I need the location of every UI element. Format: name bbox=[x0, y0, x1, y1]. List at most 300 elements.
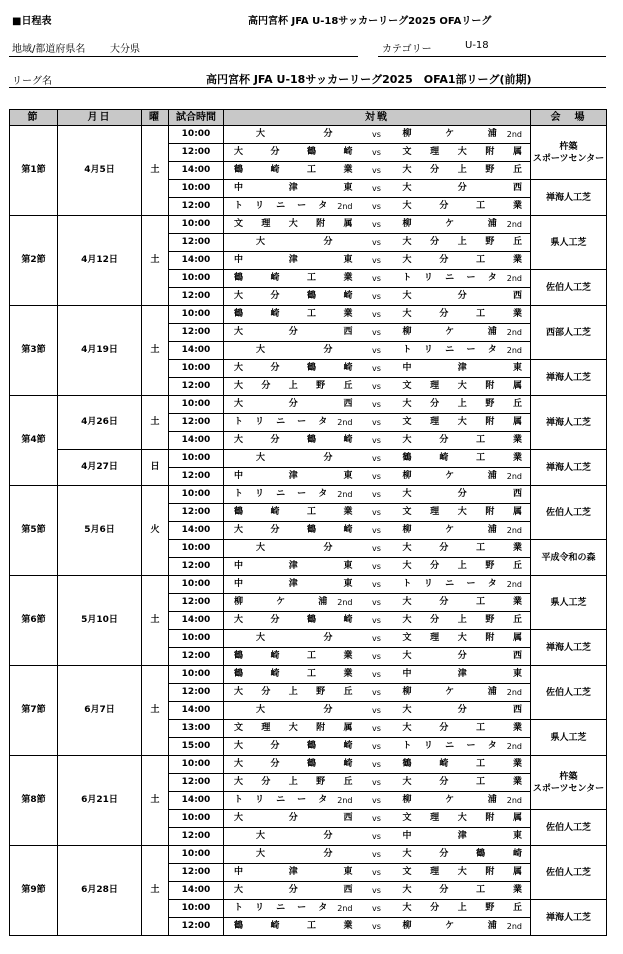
away-team-text: 大 分 工 業 bbox=[402, 885, 522, 895]
away-team bbox=[393, 342, 531, 360]
round-cell: 第6節 bbox=[10, 576, 58, 666]
home-team bbox=[224, 306, 361, 324]
home-team-text: 大 分 bbox=[256, 345, 333, 355]
doc-label: ■日程表 bbox=[12, 16, 52, 27]
away-team bbox=[393, 702, 531, 720]
vs-label: vs bbox=[361, 900, 393, 918]
home-team-text: ト リ ニ ー タ 2nd bbox=[234, 489, 353, 499]
vs-label: vs bbox=[361, 792, 393, 810]
home-team bbox=[224, 162, 361, 180]
home-team-text: 中 津 東 bbox=[234, 471, 353, 481]
away-team bbox=[393, 774, 531, 792]
venue-name: 禅海人工芝 bbox=[546, 417, 592, 428]
category-value: U-18 bbox=[465, 40, 489, 51]
vs-label: vs bbox=[361, 558, 393, 576]
home-team bbox=[224, 288, 361, 306]
home-team-text: 中 津 東 bbox=[234, 579, 353, 589]
vs-label: vs bbox=[361, 846, 393, 864]
vs-label: vs bbox=[361, 234, 393, 252]
table-row bbox=[10, 450, 607, 468]
time-cell: 12:00 bbox=[169, 558, 224, 576]
away-team bbox=[393, 432, 531, 450]
away-team-text: 大 分 上 野 丘 bbox=[402, 399, 523, 409]
vs-label: vs bbox=[361, 684, 393, 702]
time-cell: 12:00 bbox=[169, 774, 224, 792]
away-team bbox=[393, 630, 531, 648]
away-team-text: 中 津 東 bbox=[402, 363, 523, 373]
away-team bbox=[393, 504, 531, 522]
vs-label: vs bbox=[361, 882, 393, 900]
weekday-cell: 土 bbox=[142, 846, 169, 936]
home-team bbox=[224, 756, 361, 774]
date-cell: 4月12日 bbox=[58, 216, 142, 306]
home-team-text: 鶴 崎 工 業 bbox=[234, 165, 353, 175]
away-team-text: 文 理 大 附 属 bbox=[402, 633, 523, 643]
venue-cell bbox=[531, 360, 607, 396]
away-team bbox=[393, 810, 531, 828]
time-cell: 14:00 bbox=[169, 882, 224, 900]
away-team-text: 大 分 上 野 丘 bbox=[402, 903, 523, 913]
home-team bbox=[224, 612, 361, 630]
round-cell: 第8節 bbox=[10, 756, 58, 846]
away-team-text: 大 分 工 業 bbox=[402, 435, 522, 445]
away-team-text: ト リ ニ ー タ 2nd bbox=[402, 579, 523, 589]
away-team-text: 大 分 鶴 崎 bbox=[402, 849, 522, 859]
home-team bbox=[224, 198, 361, 216]
away-team-text: 大 分 工 業 bbox=[402, 255, 522, 265]
venue-name: 西部人工芝 bbox=[546, 327, 592, 338]
venue-name: 佐伯人工芝 bbox=[546, 687, 592, 698]
away-team bbox=[393, 648, 531, 666]
col-date: 月日 bbox=[58, 110, 142, 126]
away-team-text: 大 分 工 業 bbox=[402, 723, 522, 733]
schedule-table bbox=[9, 109, 607, 936]
home-team-text: 大 分 bbox=[256, 849, 333, 859]
date-cell: 4月27日 bbox=[58, 450, 142, 486]
league-label: リーグ名 bbox=[12, 76, 52, 87]
home-team bbox=[224, 252, 361, 270]
away-team bbox=[393, 252, 531, 270]
round-cell: 第4節 bbox=[10, 396, 58, 486]
venue-cell bbox=[531, 720, 607, 756]
away-team bbox=[393, 522, 531, 540]
away-team bbox=[393, 918, 531, 936]
time-cell: 10:00 bbox=[169, 450, 224, 468]
home-team bbox=[224, 324, 361, 342]
time-cell: 10:00 bbox=[169, 540, 224, 558]
home-team bbox=[224, 342, 361, 360]
time-cell: 12:00 bbox=[169, 684, 224, 702]
away-team bbox=[393, 846, 531, 864]
home-team-text: 文 理 大 附 属 bbox=[234, 219, 353, 229]
vs-label: vs bbox=[361, 216, 393, 234]
vs-label: vs bbox=[361, 126, 393, 144]
time-cell: 12:00 bbox=[169, 378, 224, 396]
home-team-text: 鶴 崎 工 業 bbox=[234, 669, 353, 679]
table-row bbox=[10, 666, 607, 684]
venue-cell bbox=[531, 396, 607, 450]
time-cell: 12:00 bbox=[169, 918, 224, 936]
vs-label: vs bbox=[361, 162, 393, 180]
vs-label: vs bbox=[361, 630, 393, 648]
venue-cell bbox=[531, 126, 607, 180]
vs-label: vs bbox=[361, 252, 393, 270]
away-team bbox=[393, 684, 531, 702]
vs-label: vs bbox=[361, 414, 393, 432]
vs-label: vs bbox=[361, 504, 393, 522]
home-team bbox=[224, 738, 361, 756]
home-team bbox=[224, 270, 361, 288]
home-team bbox=[224, 810, 361, 828]
away-team bbox=[393, 288, 531, 306]
time-cell: 12:00 bbox=[169, 234, 224, 252]
home-team bbox=[224, 648, 361, 666]
home-team-text: 大 分 西 bbox=[234, 327, 353, 337]
category-underline bbox=[378, 56, 606, 57]
away-team-text: ト リ ニ ー タ 2nd bbox=[402, 345, 523, 355]
away-team-text: 大 分 上 野 丘 bbox=[402, 165, 523, 175]
home-team-text: ト リ ニ ー タ 2nd bbox=[234, 201, 353, 211]
home-team bbox=[224, 720, 361, 738]
home-team-text: 大 分 鶴 崎 bbox=[234, 759, 353, 769]
home-team bbox=[224, 522, 361, 540]
weekday-cell: 土 bbox=[142, 576, 169, 666]
venue-name: 佐伯人工芝 bbox=[546, 282, 592, 293]
time-cell: 14:00 bbox=[169, 342, 224, 360]
date-cell: 4月26日 bbox=[58, 396, 142, 450]
vs-label: vs bbox=[361, 198, 393, 216]
venue-cell bbox=[531, 900, 607, 936]
home-team-text: 大 分 西 bbox=[234, 813, 353, 823]
away-team bbox=[393, 486, 531, 504]
home-team bbox=[224, 450, 361, 468]
col-time: 試合時間 bbox=[169, 110, 224, 126]
home-team-text: 鶴 崎 工 業 bbox=[234, 309, 353, 319]
time-cell: 14:00 bbox=[169, 702, 224, 720]
time-cell: 10:00 bbox=[169, 900, 224, 918]
time-cell: 12:00 bbox=[169, 288, 224, 306]
home-team bbox=[224, 216, 361, 234]
venue-cell bbox=[531, 450, 607, 486]
away-team-text: 大 分 西 bbox=[402, 291, 523, 301]
away-team-text: 中 津 東 bbox=[402, 669, 523, 679]
region-label: 地域/都道府県名 bbox=[12, 44, 86, 55]
home-team-text: 鶴 崎 工 業 bbox=[234, 507, 353, 517]
date-cell: 6月21日 bbox=[58, 756, 142, 846]
away-team-text: 大 分 工 業 bbox=[402, 597, 522, 607]
home-team bbox=[224, 630, 361, 648]
home-team-text: 大 分 bbox=[256, 543, 333, 553]
time-cell: 10:00 bbox=[169, 486, 224, 504]
vs-label: vs bbox=[361, 468, 393, 486]
time-cell: 10:00 bbox=[169, 126, 224, 144]
away-team bbox=[393, 576, 531, 594]
time-cell: 12:00 bbox=[169, 594, 224, 612]
home-team-text: 中 津 東 bbox=[234, 561, 353, 571]
away-team-text: 大 分 工 業 bbox=[402, 543, 522, 553]
away-team-text: 柳 ケ 浦 2nd bbox=[402, 129, 523, 139]
venue-name: 県人工芝 bbox=[550, 237, 587, 248]
round-cell: 第2節 bbox=[10, 216, 58, 306]
away-team-text: 文 理 大 附 属 bbox=[402, 381, 523, 391]
away-team-text: 大 分 工 業 bbox=[402, 309, 522, 319]
time-cell: 15:00 bbox=[169, 738, 224, 756]
home-team-text: 大 分 西 bbox=[234, 885, 353, 895]
time-cell: 13:00 bbox=[169, 720, 224, 738]
time-cell: 10:00 bbox=[169, 666, 224, 684]
home-team bbox=[224, 540, 361, 558]
home-team bbox=[224, 360, 361, 378]
away-team bbox=[393, 414, 531, 432]
home-team bbox=[224, 558, 361, 576]
home-team bbox=[224, 594, 361, 612]
round-cell: 第5節 bbox=[10, 486, 58, 576]
vs-label: vs bbox=[361, 702, 393, 720]
round-cell: 第9節 bbox=[10, 846, 58, 936]
vs-label: vs bbox=[361, 738, 393, 756]
away-team bbox=[393, 396, 531, 414]
home-team-text: 大 分 西 bbox=[234, 399, 353, 409]
away-team-text: ト リ ニ ー タ 2nd bbox=[402, 741, 523, 751]
away-team-text: 大 分 工 業 bbox=[402, 201, 522, 211]
table-row bbox=[10, 396, 607, 414]
away-team bbox=[393, 720, 531, 738]
home-team-text: 中 津 東 bbox=[234, 255, 353, 265]
away-team-text: 鶴 崎 工 業 bbox=[402, 453, 522, 463]
time-cell: 10:00 bbox=[169, 216, 224, 234]
away-team-text: 柳 ケ 浦 2nd bbox=[402, 795, 523, 805]
vs-label: vs bbox=[361, 342, 393, 360]
table-row bbox=[10, 576, 607, 594]
home-team-text: ト リ ニ ー タ 2nd bbox=[234, 795, 353, 805]
date-cell: 5月6日 bbox=[58, 486, 142, 576]
away-team-text: 柳 ケ 浦 2nd bbox=[402, 219, 523, 229]
home-team bbox=[224, 846, 361, 864]
weekday-cell: 土 bbox=[142, 396, 169, 450]
home-team-text: ト リ ニ ー タ 2nd bbox=[234, 903, 353, 913]
home-team bbox=[224, 234, 361, 252]
venue-cell bbox=[531, 666, 607, 720]
away-team bbox=[393, 540, 531, 558]
venue-name: 平成令和の森 bbox=[541, 552, 596, 563]
home-team-text: 大 分 鶴 崎 bbox=[234, 291, 353, 301]
home-team bbox=[224, 882, 361, 900]
weekday-cell: 土 bbox=[142, 306, 169, 396]
home-team bbox=[224, 468, 361, 486]
away-team bbox=[393, 306, 531, 324]
time-cell: 12:00 bbox=[169, 648, 224, 666]
home-team-text: 大 分 鶴 崎 bbox=[234, 615, 353, 625]
away-team bbox=[393, 468, 531, 486]
away-team bbox=[393, 612, 531, 630]
date-cell: 6月7日 bbox=[58, 666, 142, 756]
home-team bbox=[224, 792, 361, 810]
home-team bbox=[224, 666, 361, 684]
away-team-text: 文 理 大 附 属 bbox=[402, 813, 523, 823]
time-cell: 10:00 bbox=[169, 270, 224, 288]
home-team-text: 鶴 崎 工 業 bbox=[234, 651, 353, 661]
venue-cell bbox=[531, 810, 607, 846]
venue-name: 禅海人工芝 bbox=[546, 462, 592, 473]
vs-label: vs bbox=[361, 180, 393, 198]
time-cell: 12:00 bbox=[169, 504, 224, 522]
away-team bbox=[393, 792, 531, 810]
away-team-text: 文 理 大 附 属 bbox=[402, 147, 523, 157]
home-team-text: 中 津 東 bbox=[234, 183, 353, 193]
away-team-text: 大 分 西 bbox=[402, 183, 523, 193]
date-cell: 4月19日 bbox=[58, 306, 142, 396]
time-cell: 14:00 bbox=[169, 432, 224, 450]
col-day: 曜 bbox=[142, 110, 169, 126]
table-row bbox=[10, 846, 607, 864]
venue-name: 禅海人工芝 bbox=[546, 642, 592, 653]
home-team-text: 中 津 東 bbox=[234, 867, 353, 877]
home-team bbox=[224, 900, 361, 918]
away-team-text: 大 分 上 野 丘 bbox=[402, 561, 523, 571]
venue-name: 県人工芝 bbox=[550, 732, 587, 743]
home-team-text: 大 分 鶴 崎 bbox=[234, 741, 353, 751]
vs-label: vs bbox=[361, 810, 393, 828]
vs-label: vs bbox=[361, 396, 393, 414]
round-cell: 第3節 bbox=[10, 306, 58, 396]
venue-name: 禅海人工芝 bbox=[546, 192, 592, 203]
time-cell: 10:00 bbox=[169, 360, 224, 378]
time-cell: 10:00 bbox=[169, 576, 224, 594]
home-team bbox=[224, 432, 361, 450]
venue-name: 県人工芝 bbox=[550, 597, 587, 608]
away-team-text: 大 分 西 bbox=[402, 489, 523, 499]
region-underline bbox=[9, 56, 358, 57]
time-cell: 12:00 bbox=[169, 864, 224, 882]
away-team-text: 柳 ケ 浦 2nd bbox=[402, 687, 523, 697]
venue-cell bbox=[531, 180, 607, 216]
time-cell: 14:00 bbox=[169, 162, 224, 180]
region-value: 大分県 bbox=[110, 44, 140, 55]
col-round: 節 bbox=[10, 110, 58, 126]
vs-label: vs bbox=[361, 288, 393, 306]
vs-label: vs bbox=[361, 450, 393, 468]
time-cell: 10:00 bbox=[169, 180, 224, 198]
time-cell: 12:00 bbox=[169, 468, 224, 486]
time-cell: 10:00 bbox=[169, 756, 224, 774]
away-team bbox=[393, 378, 531, 396]
away-team bbox=[393, 270, 531, 288]
home-team-text: 大 分 bbox=[256, 129, 333, 139]
vs-label: vs bbox=[361, 522, 393, 540]
home-team bbox=[224, 504, 361, 522]
table-row bbox=[10, 216, 607, 234]
away-team bbox=[393, 558, 531, 576]
vs-label: vs bbox=[361, 756, 393, 774]
weekday-cell: 土 bbox=[142, 666, 169, 756]
home-team-text: 鶴 崎 工 業 bbox=[234, 273, 353, 283]
away-team-text: 大 分 上 野 丘 bbox=[402, 237, 523, 247]
venue-name: 禅海人工芝 bbox=[546, 912, 592, 923]
vs-label: vs bbox=[361, 666, 393, 684]
away-team-text: 柳 ケ 浦 2nd bbox=[402, 921, 523, 931]
home-team-text: 柳 ケ 浦 2nd bbox=[234, 597, 353, 607]
venue-cell bbox=[531, 540, 607, 576]
away-team bbox=[393, 162, 531, 180]
venue-cell bbox=[531, 576, 607, 630]
vs-label: vs bbox=[361, 306, 393, 324]
venue-cell bbox=[531, 486, 607, 540]
away-team-text: 文 理 大 附 属 bbox=[402, 417, 523, 427]
away-team bbox=[393, 882, 531, 900]
venue-name: 杵築 スポーツセンター bbox=[532, 141, 605, 164]
venue-cell bbox=[531, 270, 607, 306]
time-cell: 14:00 bbox=[169, 792, 224, 810]
time-cell: 10:00 bbox=[169, 630, 224, 648]
vs-label: vs bbox=[361, 648, 393, 666]
home-team-text: 大 分 上 野 丘 bbox=[234, 687, 353, 697]
weekday-cell: 土 bbox=[142, 216, 169, 306]
time-cell: 14:00 bbox=[169, 522, 224, 540]
weekday-cell: 土 bbox=[142, 756, 169, 846]
away-team bbox=[393, 180, 531, 198]
vs-label: vs bbox=[361, 828, 393, 846]
vs-label: vs bbox=[361, 270, 393, 288]
venue-cell bbox=[531, 630, 607, 666]
table-header-row bbox=[10, 110, 607, 126]
vs-label: vs bbox=[361, 486, 393, 504]
category-label: カテゴリー bbox=[382, 44, 432, 55]
vs-label: vs bbox=[361, 594, 393, 612]
home-team bbox=[224, 774, 361, 792]
away-team bbox=[393, 828, 531, 846]
date-cell: 4月5日 bbox=[58, 126, 142, 216]
home-team-text: 大 分 鶴 崎 bbox=[234, 525, 353, 535]
vs-label: vs bbox=[361, 576, 393, 594]
round-cell: 第7節 bbox=[10, 666, 58, 756]
vs-label: vs bbox=[361, 864, 393, 882]
home-team bbox=[224, 126, 361, 144]
home-team bbox=[224, 378, 361, 396]
away-team bbox=[393, 144, 531, 162]
venue-name: 禅海人工芝 bbox=[546, 372, 592, 383]
venue-name: 佐伯人工芝 bbox=[546, 822, 592, 833]
venue-cell bbox=[531, 306, 607, 360]
away-team bbox=[393, 864, 531, 882]
away-team bbox=[393, 126, 531, 144]
table-row bbox=[10, 306, 607, 324]
away-team-text: ト リ ニ ー タ 2nd bbox=[402, 273, 523, 283]
home-team-text: 鶴 崎 工 業 bbox=[234, 921, 353, 931]
venue-cell bbox=[531, 756, 607, 810]
home-team-text: 大 分 鶴 崎 bbox=[234, 363, 353, 373]
date-cell: 5月10日 bbox=[58, 576, 142, 666]
time-cell: 10:00 bbox=[169, 396, 224, 414]
away-team-text: 大 分 西 bbox=[402, 705, 523, 715]
away-team bbox=[393, 594, 531, 612]
time-cell: 10:00 bbox=[169, 306, 224, 324]
home-team bbox=[224, 414, 361, 432]
away-team-text: 文 理 大 附 属 bbox=[402, 507, 523, 517]
vs-label: vs bbox=[361, 774, 393, 792]
venue-cell bbox=[531, 846, 607, 900]
time-cell: 12:00 bbox=[169, 144, 224, 162]
home-team bbox=[224, 144, 361, 162]
home-team bbox=[224, 864, 361, 882]
league-underline bbox=[9, 87, 606, 88]
vs-label: vs bbox=[361, 918, 393, 936]
vs-label: vs bbox=[361, 360, 393, 378]
venue-name: 佐伯人工芝 bbox=[546, 507, 592, 518]
home-team-text: 大 分 鶴 崎 bbox=[234, 147, 353, 157]
home-team-text: 大 分 bbox=[256, 453, 333, 463]
home-team bbox=[224, 180, 361, 198]
vs-label: vs bbox=[361, 540, 393, 558]
